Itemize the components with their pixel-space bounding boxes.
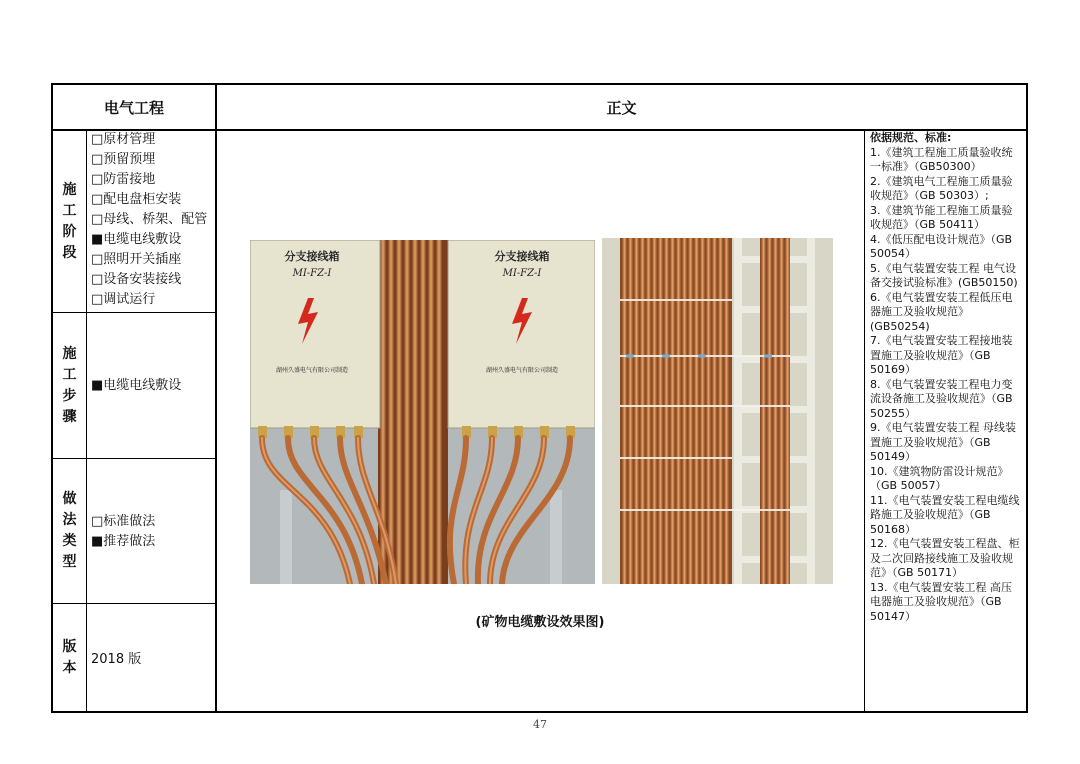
list-item: □照明开关插座 [91, 252, 182, 267]
reference-item: 3.《建筑节能工程施工质量验收规范》（GB 50411） [870, 203, 1013, 231]
list-item: □标准做法 [91, 514, 156, 529]
column-divider-refs [864, 130, 865, 713]
list-item: □预留预埋 [91, 152, 156, 167]
reference-item: 8.《电气装置安装工程电力变流设备施工及验收规范》（GB 50255） [870, 377, 1013, 420]
cable-tray-illustration [602, 238, 833, 584]
page-number: 47 [533, 718, 547, 731]
list-item: □防雷接地 [91, 172, 156, 187]
list-item: □调试运行 [91, 292, 156, 307]
left-column-header: 电气工程 [103, 98, 164, 117]
stage-label: 施 工 阶 段 [62, 181, 77, 261]
reference-item: 11.《电气装置安装工程电缆线路施工及验收规范》（GB 50168） [870, 493, 1020, 536]
list-item: □母线、桥架、配管 [91, 212, 208, 227]
main-column-header: 正文 [606, 98, 637, 117]
list-item: ■电缆电线敷设 [91, 232, 182, 247]
junction-box-illustration [250, 240, 595, 584]
method-label: 做 法 类 型 [62, 491, 77, 570]
version-value [91, 650, 215, 670]
list-item: □配电盘柜安装 [91, 192, 182, 207]
method-list [91, 512, 215, 552]
column-divider-label [86, 130, 87, 713]
reference-item: 1.《建筑工程施工质量验收统一标准》（GB50300） [870, 145, 1013, 173]
reference-item: 10.《建筑物防雷设计规范》（GB 50057） [870, 464, 1009, 492]
reference-item: 7.《电气装置安装工程接地装置施工及验收规范》（GB 50169） [870, 334, 1013, 376]
list-item: □原材管理 [91, 132, 156, 147]
reference-item: 5.《电气装置安装工程 电气设备交接试验标准》(GB50150) [870, 261, 1018, 289]
figure-caption: (矿物电缆敷设效果图) [475, 615, 605, 630]
box-maker-1: 湖州久盛电气有限公司制造 [275, 367, 349, 374]
list-item: 2018 版 [91, 652, 142, 667]
steps-list [91, 376, 215, 396]
reference-item: 6.《电气装置安装工程低压电器施工及验收规范》(GB50254) [870, 290, 1013, 333]
stage-list [91, 130, 215, 310]
box-title-1: 分支接线箱 [284, 250, 340, 263]
list-item: ■电缆电线敷设 [91, 378, 182, 393]
box-model-1: MI-FZ-I [292, 268, 332, 279]
references-title: 依据规范、标准: [870, 131, 952, 144]
junction-box-photo [250, 240, 595, 584]
box-model-2: MI-FZ-I [502, 268, 542, 279]
cable-tray-photo [602, 238, 833, 584]
reference-item: 13.《电气装置安装工程 高压电器施工及验收规范》（GB 50147） [870, 580, 1012, 623]
steps-label: 施 工 步 骤 [62, 345, 77, 425]
list-item: ■推荐做法 [91, 534, 156, 549]
box-title-2: 分支接线箱 [494, 250, 550, 263]
reference-item: 9.《电气装置安装工程 母线装置施工及验收规范》（GB 50149） [870, 421, 1016, 463]
box-maker-2: 湖州久盛电气有限公司制造 [485, 367, 559, 374]
reference-item: 12.《电气装置安装工程盘、柜及二次回路接线施工及验收规范》（GB 50171） [870, 537, 1020, 579]
reference-item: 4.《低压配电设计规范》（GB 50054） [870, 232, 1013, 260]
reference-item: 2.《建筑电气工程施工质量验收规范》（GB 50303）; [870, 174, 1013, 202]
references-panel [870, 131, 1022, 624]
version-label: 版 本 [62, 638, 77, 676]
list-item: □设备安装接线 [91, 272, 182, 287]
column-divider-left [215, 83, 217, 713]
